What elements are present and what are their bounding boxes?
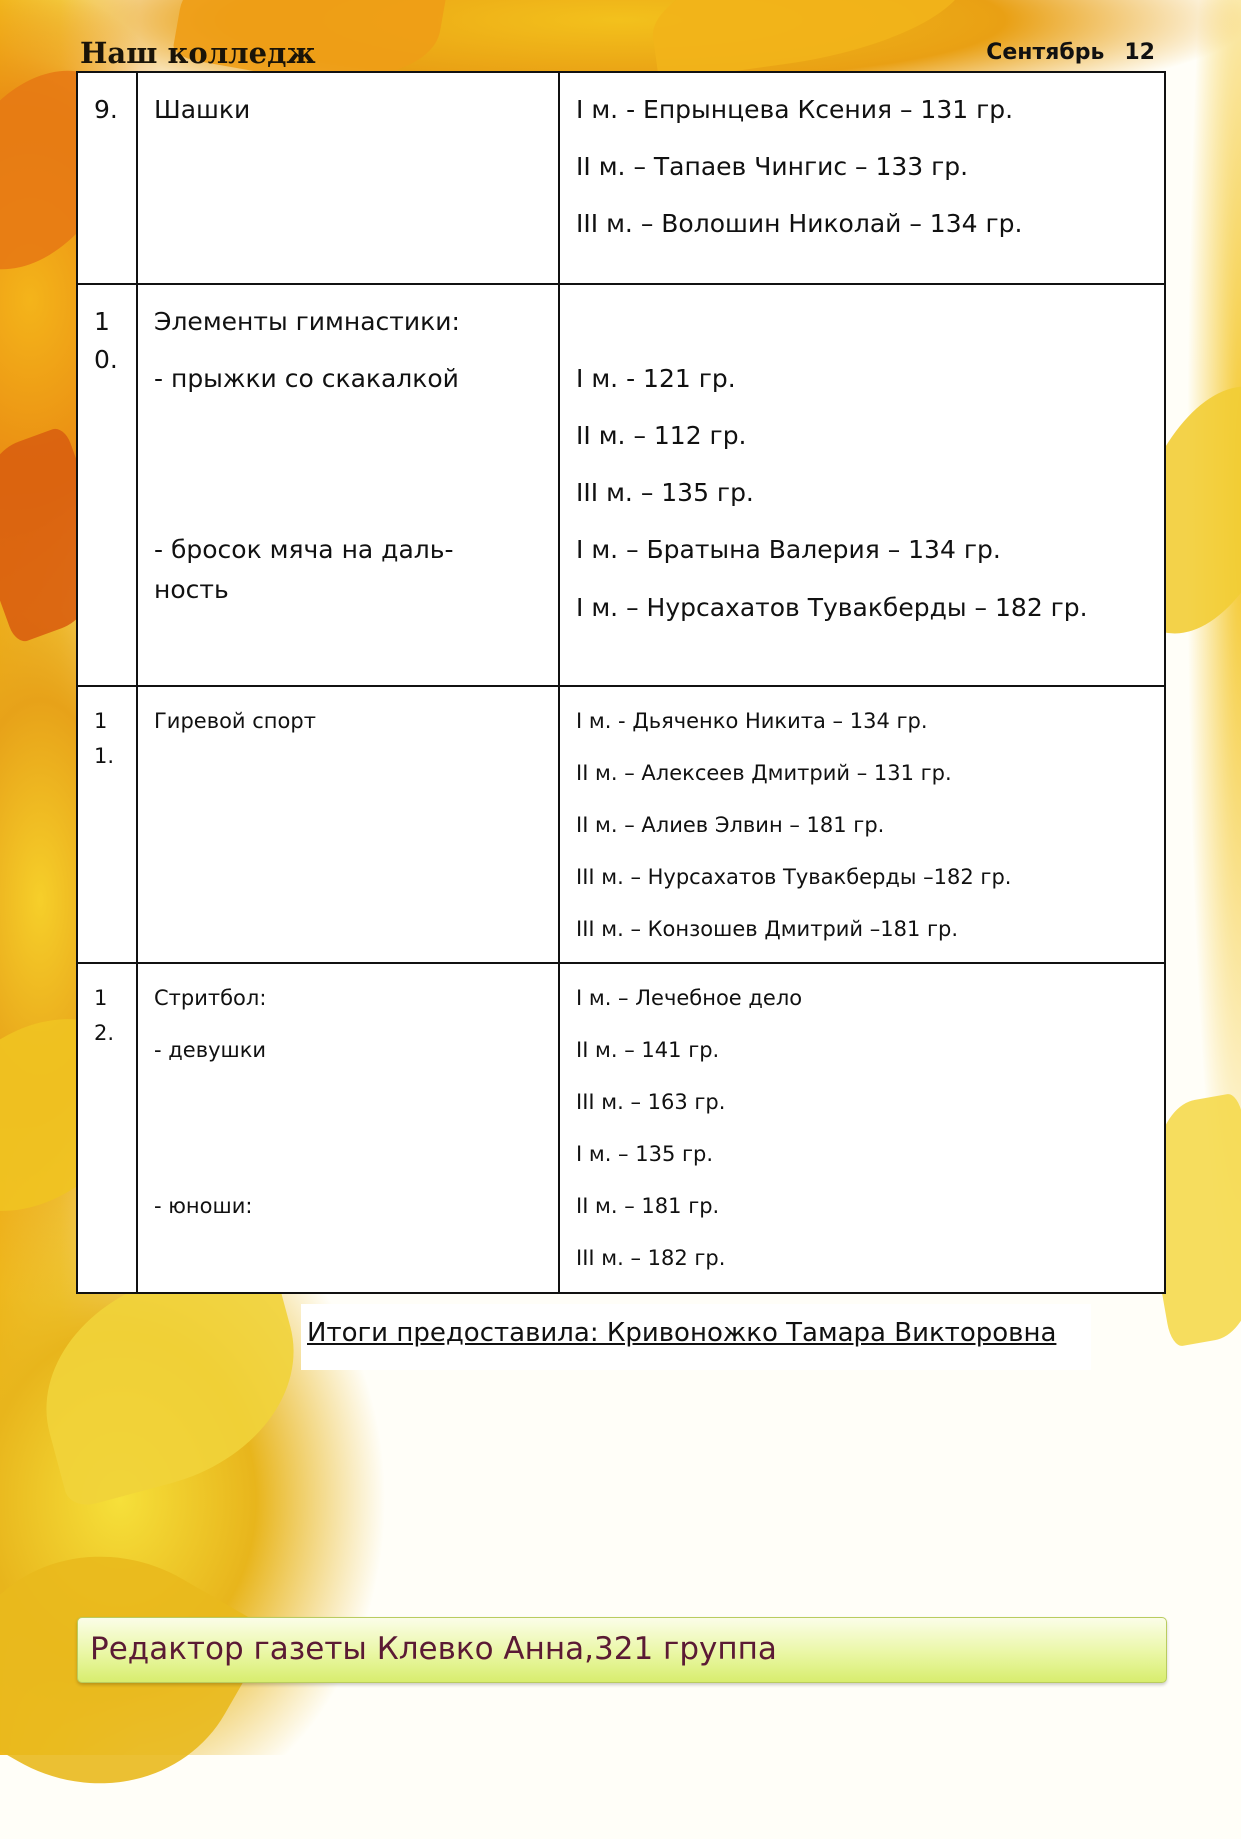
results-credit <box>301 1304 1091 1370</box>
newspaper-title: Наш колледж <box>80 36 316 70</box>
issue-info <box>986 40 1155 65</box>
page-header <box>80 36 1155 74</box>
page-number: 12 <box>1124 40 1155 65</box>
competition-results-table <box>76 71 1166 1294</box>
table-row: 1 2. Стритбол: - девушки - юноши: I м. – Лечебное дело II м. – 141 гр. III м. – 163 гр. I м. – 135 гр. II м. – 181 гр. III м. – 182 гр. <box>77 963 1165 1293</box>
table-row: 1 0. Элементы гимнастики: - прыжки со скакалкой - бросок мяча на даль- ность I м. - 121 гр. II м. – 112 гр. III м. – 135 гр. I м. – Братына Валерия – 134 гр. I м. – Нурсахатов Тувакберды – 182 гр. <box>77 284 1165 686</box>
editor-text: Редактор газеты Клевко Анна,321 группа <box>90 1631 777 1667</box>
credit-text: Итоги предоставила: Кривоножко Тамара Викторовна <box>307 1318 1057 1348</box>
table-row: 9. Шашки I м. - Епрынцева Ксения – 131 гр. II м. – Тапаев Чингис – 133 гр. III м. – Волошин Николай – 134 гр. <box>77 72 1165 284</box>
issue-month: Сентябрь <box>986 40 1105 65</box>
table-row: 1 1. Гиревой спорт I м. - Дьяченко Никита – 134 гр. II м. – Алексеев Дмитрий – 131 гр. II м. – Алиев Элвин – 181 гр. III м. – Нурсахатов Тувакберды –182 гр. III м. – Конзошев Дмитрий –181 гр. <box>77 686 1165 963</box>
editor-banner <box>77 1617 1167 1683</box>
